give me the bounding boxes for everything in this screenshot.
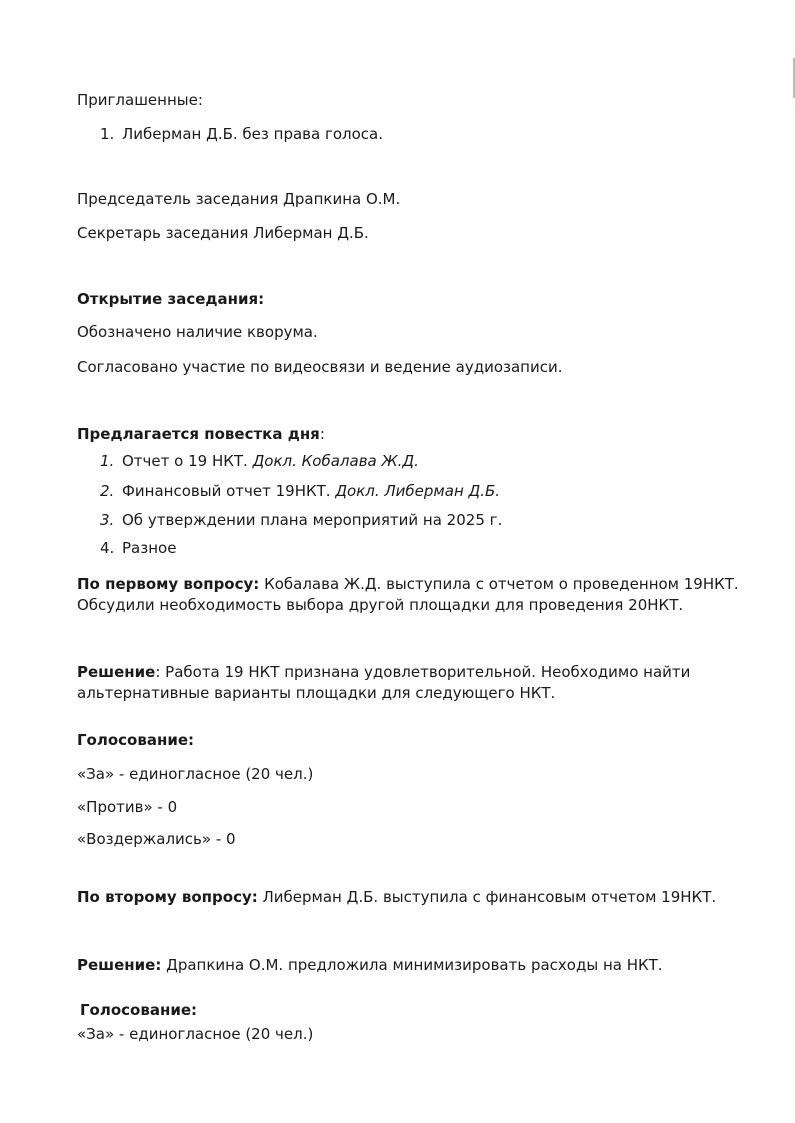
- q1-vote-heading-text: Голосование:: [77, 731, 195, 749]
- agenda-item: [100, 481, 500, 501]
- chair-line: Председатель заседания Драпкина О.М.: [77, 190, 401, 208]
- q2-vote-heading-text: Голосование:: [80, 1001, 198, 1019]
- quorum-line: Обозначено наличие кворума.: [77, 323, 318, 341]
- invited-heading: Приглашенные:: [77, 91, 203, 109]
- consent-line: Согласовано участие по видеосвязи и ведение аудиозаписи.: [77, 358, 563, 376]
- q1-label: По первому вопросу:: [77, 575, 260, 593]
- q1-vote-against: «Против» - 0: [77, 798, 178, 816]
- invited-item-number: 1.: [100, 125, 115, 143]
- agenda-item: [100, 451, 419, 471]
- q2-decision-label: Решение:: [77, 956, 162, 974]
- q2-text: Либерман Д.Б. выступила с финансовым отчетом 19НКТ.: [257, 888, 717, 906]
- invited-item-text: Либерман Д.Б. без права голоса.: [122, 125, 383, 143]
- agenda-item: [100, 510, 502, 530]
- secretary-line: Секретарь заседания Либерман Д.Б.: [77, 224, 369, 242]
- agenda-item-text: Отчет о 19 НКТ.: [122, 452, 253, 470]
- agenda-item-number: 4.: [100, 539, 115, 557]
- agenda-item-text: Об утверждении плана мероприятий на 2025 г.: [122, 511, 503, 529]
- q2-decision-paragraph: [77, 955, 663, 975]
- agenda-item-speaker: Докл. Кобалава Ж.Д.: [252, 452, 419, 470]
- q1-paragraph: [77, 574, 757, 616]
- q2-decision-text: Драпкина О.М. предложила минимизировать расходы на НКТ.: [161, 956, 663, 974]
- agenda-heading: [77, 424, 325, 444]
- agenda-item-number: 3.: [100, 511, 115, 529]
- agenda-heading-text: Предлагается повестка дня: [77, 425, 320, 443]
- q2-label: По второму вопросу:: [77, 888, 258, 906]
- q1-decision-text: : Работа 19 НКТ признана удовлетворительной. Необходимо найти альтернативные варианты площадки для следующего НКТ.: [77, 663, 691, 702]
- q2-vote-heading: [80, 1000, 197, 1020]
- agenda-item: [100, 538, 176, 558]
- invited-item: [100, 124, 383, 144]
- q1-vote-abstain: «Воздержались» - 0: [77, 830, 236, 848]
- q1-vote-for: «За» - единогласное (20 чел.): [77, 765, 314, 783]
- agenda-item-text: Разное: [122, 539, 177, 557]
- q2-paragraph: [77, 887, 757, 908]
- opening-heading-text: Открытие заседания:: [77, 290, 265, 308]
- q2-vote-for: «За» - единогласное (20 чел.): [77, 1025, 314, 1043]
- agenda-item-speaker: Докл. Либерман Д.Б.: [335, 482, 501, 500]
- q1-vote-heading: [77, 730, 194, 750]
- agenda-item-text: Финансовый отчет 19НКТ.: [122, 482, 336, 500]
- q1-text: Кобалава Ж.Д. выступила с отчетом о проведенном 19НКТ. Обсудили необходимость выбора другой площадки для проведения 20НКТ.: [77, 575, 739, 614]
- q1-decision-label: Решение: [77, 663, 156, 681]
- agenda-item-number: 2.: [100, 482, 115, 500]
- agenda-item-number: 1.: [100, 452, 115, 470]
- q1-decision-paragraph: [77, 662, 757, 704]
- opening-heading: [77, 289, 264, 309]
- agenda-heading-suffix: :: [319, 425, 325, 443]
